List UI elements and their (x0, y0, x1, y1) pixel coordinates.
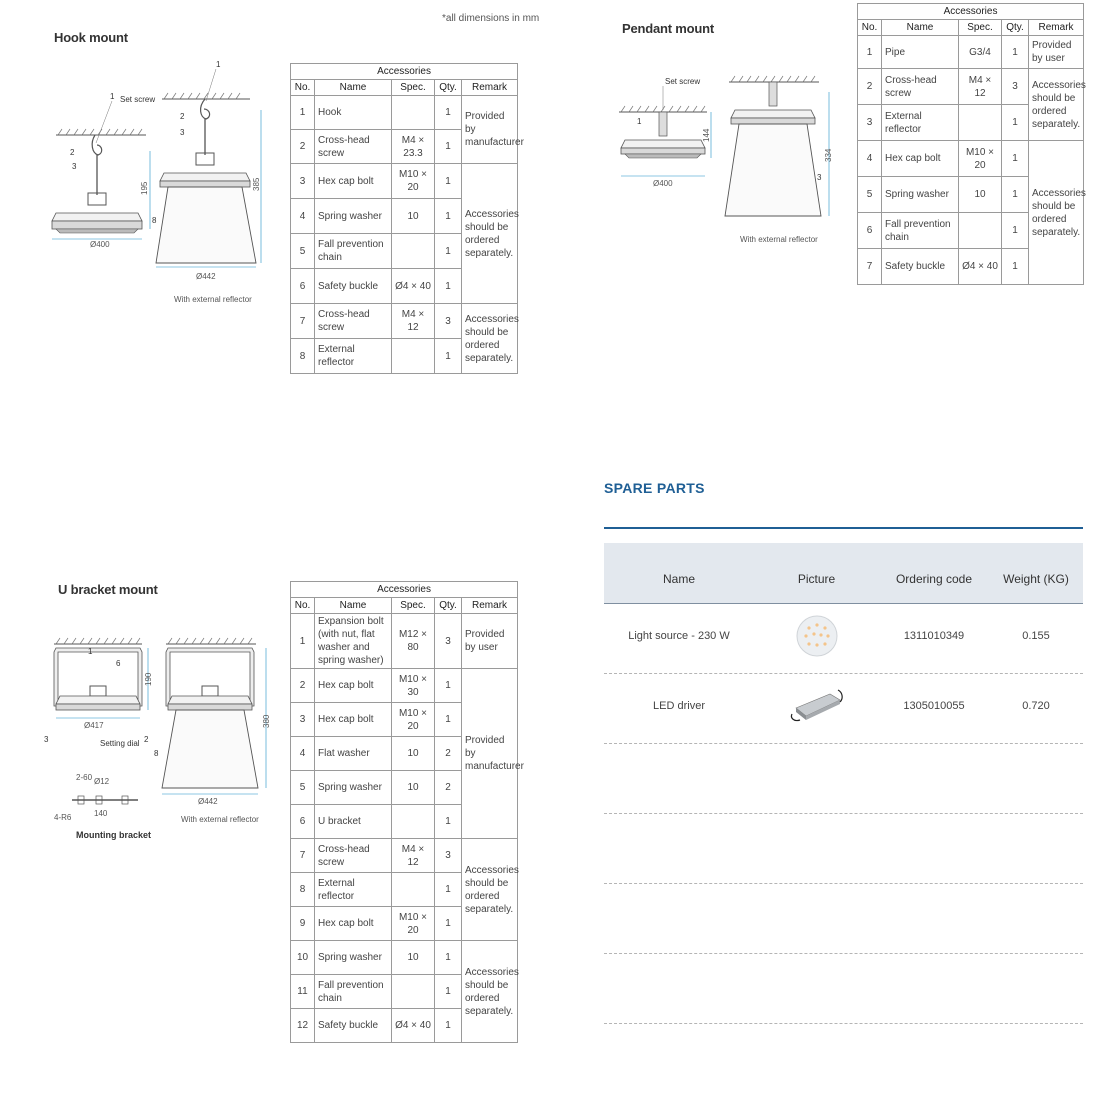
u-bracket-accessories-table (290, 581, 524, 1043)
spare-row-empty (604, 953, 1083, 1024)
dim-d442-u: Ø442 (198, 797, 218, 806)
label-n8: 8 (152, 216, 157, 225)
table-row: 2 Cross-head screw M4 × 23.3 1 (291, 130, 518, 164)
label-u-n2: 2 (144, 735, 149, 744)
label-u-n3: 3 (44, 735, 49, 744)
table-row: 4 Hex cap bolt M10 × 20 1 Accessories should be ordered separately. (858, 141, 1084, 177)
table-row: 1 Hook 1 Provided by manufacturer (291, 96, 518, 130)
remark-cell: Provided by user (1029, 36, 1084, 69)
col-qty: Qty. (1002, 20, 1029, 36)
dim-d12: Ø12 (94, 777, 110, 786)
pendant-caption: With external reflector (740, 235, 818, 244)
u-table-caption: Accessories (291, 582, 518, 598)
table-row: 5 Spring washer 10 1 (858, 177, 1084, 213)
hook-mount-title: Hook mount (54, 30, 128, 45)
hook-table-caption: Accessories (291, 64, 518, 80)
dimensions-note: *all dimensions in mm (442, 13, 540, 24)
hook-caption: With external reflector (174, 295, 252, 304)
label-m3: 3 (180, 128, 185, 137)
spare-parts-header (604, 543, 1083, 604)
label-n3: 3 (72, 162, 77, 171)
table-row: 3 Hex cap bolt M10 × 20 1 Accessories should be ordered separately. (291, 164, 518, 199)
table-row: 3 External reflector 1 (858, 105, 1084, 141)
table-row: 12 Safety buckle Ø4 × 40 1 (291, 1009, 518, 1043)
label-m2: 2 (180, 112, 185, 121)
hook-mount-drawing (50, 55, 280, 310)
col-spec: Spec. (959, 20, 1002, 36)
label-setting-dial: Setting dial (100, 739, 140, 748)
pendant-table-caption: Accessories (858, 4, 1084, 20)
col-remark: Remark (1029, 20, 1084, 36)
dim-190: 190 (144, 672, 153, 686)
col-qty: Qty. (435, 598, 462, 614)
dim-385: 385 (252, 177, 261, 191)
spare-col-name: Name (662, 572, 695, 586)
pendant-mount-title: Pendant mount (622, 21, 715, 36)
dim-4-r6: 4-R6 (54, 813, 72, 822)
spare-col-picture: Picture (797, 572, 836, 586)
col-spec: Spec. (392, 80, 435, 96)
col-no: No. (291, 598, 315, 614)
hook-accessories-table (290, 63, 524, 374)
label-n1: 1 (110, 92, 115, 101)
table-row: 1 Expansion bolt (with nut, flat washer and spring washer) M12 × 80 3 Provided by user (291, 614, 518, 669)
table-row: 10 Spring washer 10 1 Accessories should be ordered separately. (291, 941, 518, 975)
table-row: 5 Spring washer 10 2 (291, 771, 518, 805)
remark-cell: Accessories should be ordered separately. (462, 304, 518, 374)
spare-col-code: Ordering code (895, 572, 973, 586)
spare-code: 1305010055 (903, 700, 965, 712)
dim-334: 334 (824, 148, 833, 162)
spare-name: LED driver (653, 700, 705, 712)
label-set-screw-pendant: Set screw (665, 77, 701, 86)
led-board-image (754, 603, 879, 669)
table-row: 2 Cross-head screw M4 × 12 3 Accessories should be ordered separately. (858, 69, 1084, 105)
dim-d400-hook: Ø400 (90, 240, 110, 249)
remark-cell: Accessories should be ordered separately. (1029, 69, 1084, 141)
table-row: 8 External reflector 1 (291, 873, 518, 907)
table-row: 7 Safety buckle Ø4 × 40 1 (858, 249, 1084, 285)
dim-2-60: 2-60 (76, 773, 93, 782)
label-u-n8: 8 (154, 749, 159, 758)
u-bracket-mount-title: U bracket mount (58, 582, 158, 597)
u-bracket-caption: With external reflector (181, 815, 259, 824)
remark-cell: Accessories should be ordered separately. (462, 839, 518, 941)
table-row: 4 Spring washer 10 1 (291, 199, 518, 234)
remark-cell: Provided by manufacturer (462, 669, 518, 839)
col-no: No. (858, 20, 882, 36)
col-name: Name (882, 20, 959, 36)
dim-d400-pendant: Ø400 (653, 179, 673, 188)
remark-cell: Accessories should be ordered separately. (1029, 141, 1084, 285)
table-row: 7 Cross-head screw M4 × 12 3 Accessories should be ordered separately. (291, 839, 518, 873)
spare-row (604, 603, 1083, 674)
label-u-n6: 6 (116, 659, 121, 668)
label-m1: 1 (216, 60, 221, 69)
dim-144: 144 (702, 128, 711, 142)
table-row: 1 Pipe G3/4 1 Provided by user (858, 36, 1084, 69)
table-row: 8 External reflector 1 (291, 339, 518, 374)
col-qty: Qty. (435, 80, 462, 96)
spare-row-empty (604, 883, 1083, 954)
col-remark: Remark (462, 80, 518, 96)
table-row: 6 Fall prevention chain 1 (858, 213, 1084, 249)
dim-d417: Ø417 (84, 721, 104, 730)
spare-weight: 0.155 (1022, 630, 1050, 642)
label-pendant-n3: 3 (817, 173, 822, 182)
mounting-bracket-caption: Mounting bracket (76, 830, 152, 840)
remark-cell: Provided by manufacturer (462, 96, 518, 164)
driver-box-image (754, 673, 879, 739)
label-pendant-n1: 1 (637, 117, 642, 126)
spare-code: 1311010349 (903, 630, 965, 642)
spare-row-empty (604, 813, 1083, 884)
table-row: 7 Cross-head screw M4 × 12 3 Accessories should be ordered separately. (291, 304, 518, 339)
remark-cell: Accessories should be ordered separately. (462, 941, 518, 1043)
spare-col-weight: Weight (KG) (1003, 572, 1069, 586)
spare-row (604, 673, 1083, 744)
table-row: 2 Hex cap bolt M10 × 30 1 Provided by manufacturer (291, 669, 518, 703)
table-row: 4 Flat washer 10 2 (291, 737, 518, 771)
spare-row-empty (604, 743, 1083, 814)
spare-name: Light source - 230 W (628, 630, 730, 642)
col-remark: Remark (462, 598, 518, 614)
pendant-accessories-table (857, 3, 1084, 285)
dim-380: 380 (262, 714, 271, 728)
dim-140: 140 (94, 809, 108, 818)
table-row: 3 Hex cap bolt M10 × 20 1 (291, 703, 518, 737)
spare-weight: 0.720 (1022, 700, 1050, 712)
table-row: 9 Hex cap bolt M10 × 20 1 (291, 907, 518, 941)
table-row: 11 Fall prevention chain 1 (291, 975, 518, 1009)
table-row: 6 U bracket 1 (291, 805, 518, 839)
col-spec: Spec. (392, 598, 435, 614)
label-set-screw-hook: Set screw (120, 95, 156, 104)
remark-cell: Accessories should be ordered separately. (462, 164, 518, 304)
spare-parts-title: SPARE PARTS (604, 480, 705, 496)
spare-parts-rule (604, 527, 1083, 529)
col-no: No. (291, 80, 315, 96)
table-row: 5 Fall prevention chain 1 (291, 234, 518, 269)
table-row: 6 Safety buckle Ø4 × 40 1 (291, 269, 518, 304)
dim-d442-hook: Ø442 (196, 272, 216, 281)
pendant-mount-drawing (615, 70, 845, 230)
label-u-n1: 1 (88, 647, 93, 656)
col-name: Name (315, 80, 392, 96)
label-n2: 2 (70, 148, 75, 157)
dim-195: 195 (140, 181, 149, 195)
u-bracket-mount-drawing (38, 630, 278, 845)
remark-cell: Provided by user (462, 614, 518, 669)
col-name: Name (315, 598, 392, 614)
